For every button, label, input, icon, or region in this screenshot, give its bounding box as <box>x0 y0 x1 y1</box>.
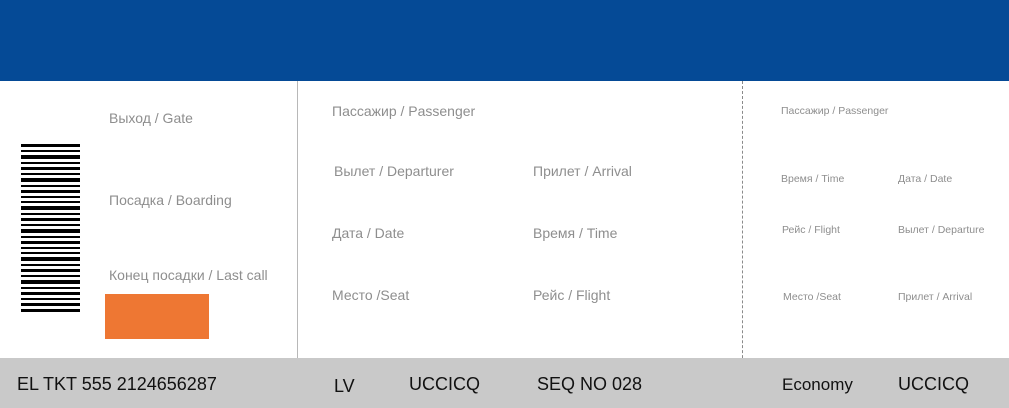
airline-code: LV <box>334 376 355 396</box>
coupon-time-label: Время / Time <box>781 173 845 185</box>
coupon-passenger-label: Пассажир / Passenger <box>781 105 889 117</box>
coupon-date-label: Дата / Date <box>898 173 953 185</box>
boarding-label: Посадка / Boarding <box>109 192 232 208</box>
date-label: Дата / Date <box>332 225 405 241</box>
barcode <box>21 144 80 312</box>
coupon-arrival-label: Прилет / Arrival <box>898 291 973 303</box>
arrival-label: Прилет / Arrival <box>533 163 632 179</box>
last-call-label: Конец посадки / Last call <box>109 267 268 283</box>
sequence-number: SEQ NO 028 <box>537 374 643 394</box>
gate-label: Выход / Gate <box>109 110 193 126</box>
seat-label: Место /Seat <box>332 287 410 303</box>
time-label: Время / Time <box>533 225 618 241</box>
coupon-seat-label: Место /Seat <box>783 291 841 303</box>
coupon-route-code: UCCICQ <box>898 374 969 394</box>
coupon-departure-label: Вылет / Departure <box>898 224 985 236</box>
travel-class: Economy <box>782 375 853 394</box>
flight-label: Рейс / Flight <box>533 287 611 303</box>
coupon-flight-label: Рейс / Flight <box>782 224 840 236</box>
ticket-header-band <box>0 0 1009 81</box>
route-code: UCCICQ <box>409 374 480 394</box>
stub-divider <box>297 81 298 358</box>
last-call-highlight <box>105 294 209 339</box>
passenger-label: Пассажир / Passenger <box>332 103 476 119</box>
ticket-number: EL TKT 555 2124656287 <box>17 374 217 394</box>
departure-label: Вылет / Departurer <box>334 163 454 179</box>
